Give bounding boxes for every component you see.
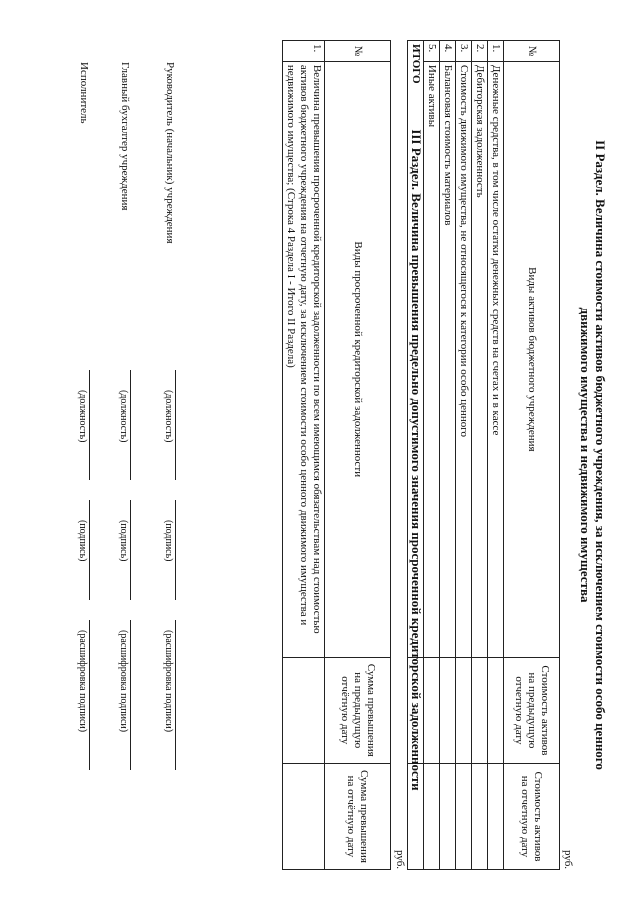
row-label: Иные активы — [424, 61, 440, 657]
section2-unit: руб. — [562, 850, 574, 870]
row-num: 1. — [488, 41, 504, 62]
row-label: Денежные средства, в том числе остатки денежных средств на счетах и в кассе — [488, 61, 504, 657]
signature-caption: (подпись) — [163, 520, 174, 562]
section2-table — [407, 40, 560, 870]
signature-caption: (подпись) — [118, 520, 129, 562]
col-header-debt-type: Виды просроченной кредиторской задолженности — [325, 61, 391, 657]
col-header-num: № — [325, 41, 391, 62]
col-header-prev-value: Стоимость активов на предыдущую отчетную дату — [504, 657, 560, 763]
position-caption: (должность) — [163, 390, 174, 443]
row-prev-value — [472, 657, 488, 763]
row-curr-value — [440, 764, 456, 870]
signature-role-accountant: Главный бухгалтер учреждения — [119, 62, 131, 211]
row-curr-value — [488, 764, 504, 870]
signature-caption: (подпись) — [77, 520, 88, 562]
signature-role-executor: Исполнитель — [78, 62, 90, 124]
position-line — [89, 370, 90, 480]
col-header-curr-value: Стоимость активов на отчетную дату — [504, 764, 560, 870]
signature-line — [89, 500, 90, 600]
col-header-num: № — [504, 41, 560, 62]
decoding-line — [89, 620, 90, 770]
section3-table — [282, 40, 391, 870]
row-curr-value — [472, 764, 488, 870]
row-num: 5. — [424, 41, 440, 62]
signature-role-head: Руководитель (начальник) учреждения — [164, 62, 176, 244]
position-caption: (должность) — [118, 390, 129, 443]
row-label: Величина превышения просроченной кредиторской задолженности по всем имеющимся обязательствам над стоимостью активов бюджетного учреждения на отчетную дату, за исключением стоимости особо ценного движимого имущества и недвижимого имущества; (Строка 4 Раздела I - Итого II Раздела) — [283, 61, 325, 657]
table-row — [488, 41, 504, 870]
row-prev-value — [456, 657, 472, 763]
decoding-caption: (расшифровка подписи) — [77, 630, 88, 733]
decoding-line — [175, 620, 176, 770]
decoding-caption: (расшифровка подписи) — [118, 630, 129, 733]
table-row — [472, 41, 488, 870]
row-curr-value — [456, 764, 472, 870]
col-header-prev-excess: Сумма превышения на предыдущую отчётную дату — [325, 657, 391, 763]
row-prev-value — [488, 657, 504, 763]
row-num: 2. — [472, 41, 488, 62]
row-prev-value — [283, 657, 325, 763]
row-label: Стоимость движимого имущества, не относящегося к категории особо ценного — [456, 61, 472, 657]
row-num: 1. — [283, 41, 325, 62]
section3-title: III Раздел. Величина превышения предельно допустимого значения просроченной кредиторской задолженности — [409, 129, 424, 791]
table-row — [424, 41, 440, 870]
position-line — [175, 370, 176, 480]
signature-line — [130, 500, 131, 600]
row-num: 4. — [440, 41, 456, 62]
row-num: 3. — [456, 41, 472, 62]
row-prev-value — [440, 657, 456, 763]
section2-title: II Раздел. Величина стоимости активов бюджетного учреждения, за исключением стоимости особо ценного движимого имущества и недвижимого имущества — [578, 140, 608, 770]
col-header-curr-excess: Сумма превышения на отчётную дату — [325, 763, 391, 869]
total-label: ИТОГО — [408, 41, 424, 658]
row-label: Дебиторская задолженность — [472, 61, 488, 657]
row-prev-value — [424, 657, 440, 763]
position-line — [130, 370, 131, 480]
position-caption: (должность) — [77, 390, 88, 443]
section3-unit: руб. — [394, 850, 406, 870]
rotated-document — [52, 40, 612, 900]
row-label: Балансовая стоимость материалов — [440, 61, 456, 657]
decoding-caption: (расшифровка подписи) — [163, 630, 174, 733]
table-row — [456, 41, 472, 870]
signature-line — [175, 500, 176, 600]
table-row — [440, 41, 456, 870]
table-row — [283, 41, 325, 870]
col-header-asset-type: Виды активов бюджетного учреждения — [504, 61, 560, 657]
decoding-line — [130, 620, 131, 770]
row-curr-value — [424, 764, 440, 870]
row-curr-value — [283, 763, 325, 869]
